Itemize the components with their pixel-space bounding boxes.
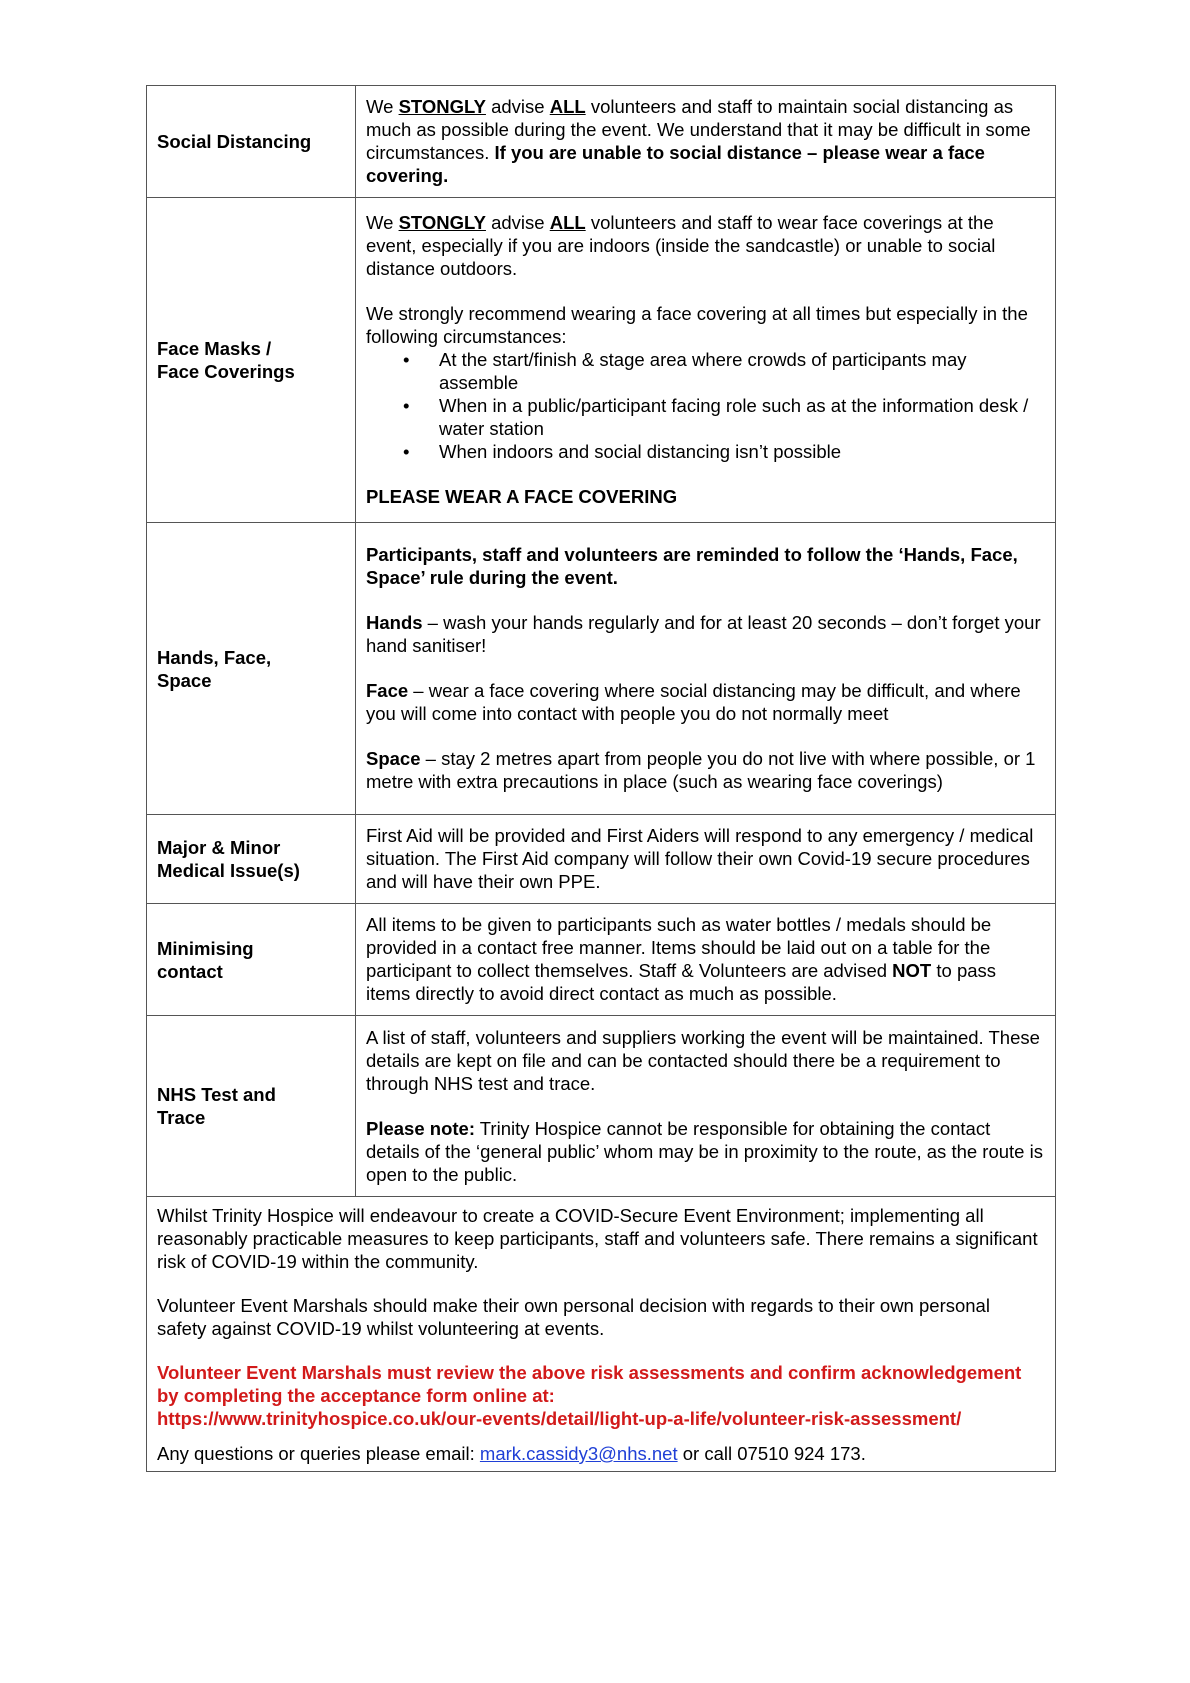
paragraph: Volunteer Event Marshals should make their own personal decision with regards to their own personal safety against COVID-19 whilst volunteering at events.: [157, 1295, 990, 1339]
list-item: • When in a public/participant facing role such as at the information desk / water station: [439, 394, 1043, 440]
text: We: [366, 212, 399, 233]
topic-label: Face Masks /: [157, 338, 272, 359]
text: All items to be given to participants such as water bottles / medals should be provided in a contact free manner. Items should be laid out on a table for the participant to collect themselves. Staff & Volunteers are advised: [366, 914, 992, 981]
emphasis-text: ALL: [549, 212, 586, 233]
table-row: [147, 1016, 1056, 1197]
content-cell: [356, 523, 1056, 815]
acknowledgement-notice: [157, 1361, 1043, 1430]
paragraph: [366, 1117, 1043, 1186]
topic-label: Major & Minor: [157, 837, 281, 858]
paragraph: [366, 747, 1043, 793]
table-row: [147, 198, 1056, 523]
topic-cell: [147, 523, 356, 815]
bold-text: Please note:: [366, 1117, 475, 1139]
text: We strongly recommend wearing a face covering at all times but especially in the following circumstances:: [366, 303, 1028, 347]
bold-text: If you are unable to social distance – please wear a face covering.: [366, 142, 985, 186]
text: or call 07510 924 173.: [677, 1443, 866, 1464]
paragraph: [366, 302, 1043, 348]
paragraph: Whilst Trinity Hospice will endeavour to create a COVID-Secure Event Environment; implementing all reasonably practicable measures to keep participants, staff and volunteers safe. There remains a significant risk of COVID-19 within the community.: [157, 1205, 1038, 1272]
paragraph: Participants, staff and volunteers are reminded to follow the ‘Hands, Face, Space’ rule during the event.: [366, 544, 1018, 588]
content-cell: [356, 1016, 1056, 1197]
disclaimer-box: [146, 1197, 1056, 1472]
list-item: • When indoors and social distancing isn’t possible: [439, 440, 1043, 463]
list-item: • At the start/finish & stage area where crowds of participants may assemble: [439, 348, 1043, 394]
paragraph: [366, 211, 1043, 280]
text: – wear a face covering where social distancing may be difficult, and where you will come into contact with people you do not normally meet: [366, 680, 1021, 724]
text: – stay 2 metres apart from people you do not live with where possible, or 1 metre with extra precautions in place (such as wearing face coverings): [366, 748, 1036, 792]
paragraph: [366, 913, 1043, 1005]
paragraph: [366, 95, 1043, 187]
paragraph: A list of staff, volunteers and suppliers working the event will be maintained. These details are kept on file and can be contacted should there be a requirement to through NHS test and trace.: [366, 1026, 1040, 1094]
risk-assessment-table: [146, 85, 1056, 1197]
content-cell: [356, 815, 1056, 904]
bold-text: Hands: [366, 612, 423, 633]
topic-label: Trace: [157, 1107, 206, 1128]
table-row: [147, 523, 1056, 815]
bold-text: Space: [366, 748, 421, 769]
warning-heading: PLEASE WEAR A FACE COVERING: [366, 486, 678, 507]
notice-text: Volunteer Event Marshals must review the above risk assessments and confirm acknowledgement by completing the acceptance form online at:: [157, 1362, 1022, 1406]
emphasis-text: ALL: [549, 96, 586, 117]
topic-label: Medical Issue(s): [157, 860, 300, 881]
content-cell: [356, 86, 1056, 198]
topic-label: NHS Test and: [157, 1084, 276, 1105]
text: to pass items directly to avoid direct contact as much as possible.: [366, 960, 997, 1004]
table-row: [147, 86, 1056, 198]
text: volunteers and staff to wear face coverings at the event, especially if you are indoors (inside the sandcastle) or unable to social distance outdoors.: [366, 212, 996, 279]
topic-cell: [147, 904, 356, 1016]
topic-label: contact: [157, 960, 223, 982]
text: volunteers and staff to maintain social distancing as much as possible during the event. We understand that it may be difficult in some circumstances.: [366, 96, 1031, 163]
topic-label: Face Coverings: [157, 361, 295, 382]
text: Trinity Hospice cannot be responsible for obtaining the contact details of the ‘general public’ whom may be in proximity to the route, as the route is open to the public.: [366, 1117, 1043, 1185]
text: We: [366, 96, 399, 117]
text: advise: [485, 212, 550, 233]
paragraph: [366, 679, 1043, 725]
bold-text: NOT: [892, 960, 932, 981]
topic-label: Hands, Face,: [157, 646, 272, 668]
paragraph: [366, 611, 1043, 657]
content-cell: [356, 198, 1056, 523]
bullet-list: [366, 348, 1043, 463]
topic-cell: [147, 815, 356, 904]
text: advise: [485, 96, 550, 117]
topic-cell: [147, 1016, 356, 1197]
emphasis-text: STONGLY: [398, 96, 486, 117]
topic-label: Social Distancing: [157, 131, 312, 152]
table-row: [147, 815, 1056, 904]
email-link[interactable]: mark.cassidy3@nhs.net: [479, 1443, 678, 1464]
acceptance-form-url[interactable]: https://www.trinityhospice.co.uk/our-events/detail/light-up-a-life/volunteer-risk-assessment/: [157, 1408, 962, 1429]
topic-cell: [147, 198, 356, 523]
text: – wash your hands regularly and for at least 20 seconds – don’t forget your hand sanitiser!: [366, 612, 1041, 656]
emphasis-text: STONGLY: [398, 212, 486, 233]
content-cell: [356, 904, 1056, 1016]
topic-cell: [147, 86, 356, 198]
topic-label: Minimising: [157, 937, 254, 959]
contact-line: [157, 1442, 1043, 1465]
topic-label: Space: [157, 669, 212, 691]
bold-text: Face: [366, 680, 409, 701]
text: Any questions or queries please email:: [157, 1443, 480, 1464]
paragraph: First Aid will be provided and First Aiders will respond to any emergency / medical situation. The First Aid company will follow their own Covid-19 secure procedures and will have their own PPE.: [366, 825, 1034, 892]
risk-assessment-page: [146, 85, 1056, 1472]
table-row: [147, 904, 1056, 1016]
